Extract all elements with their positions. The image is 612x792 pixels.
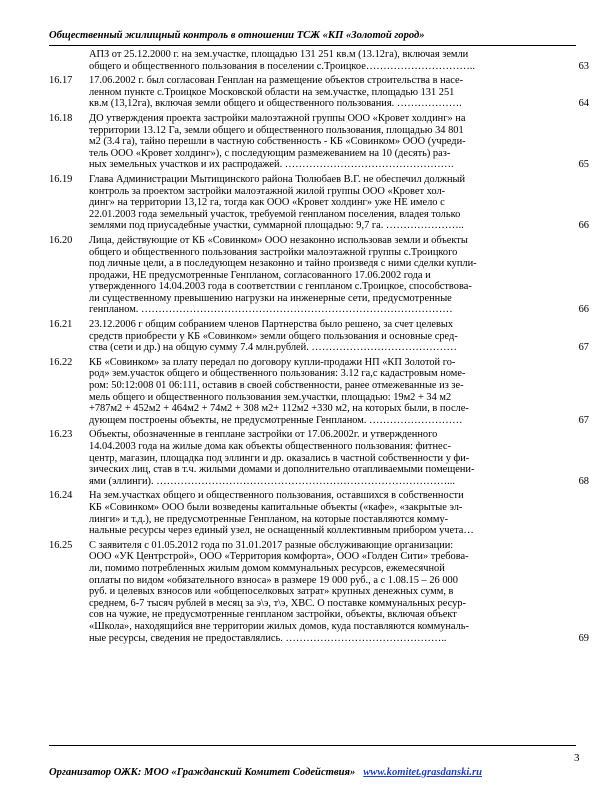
page-number: 3	[574, 752, 580, 764]
toc-entry-number: 16.18	[49, 112, 73, 124]
header-divider	[49, 45, 576, 46]
toc-entry-text: 17.06.2002 г. был согласован Генплан на размещение объектов строительства в насе- ленном пункте с.Троицкое Московской области на зем.участке, площадью 131 251 кв.м (13,12га), включая земли общего и общественного пользования. ……………….	[89, 75, 464, 110]
footer-divider	[49, 745, 576, 746]
table-of-contents	[49, 49, 589, 647]
toc-entry-text: Лица, действующие от КБ «Совинком» ООО незаконно использовав земли и объекты общего и общественного пользования застройки малоэтажной группы с.Троицкого под личные цели, а в последующем незаконно и тайно произведя с ними сделки купли- продажи, НЕ предусмотренные Генпланом, согласованного 17.06.2002 года и утвержденного 14.04.2003 года в соответствии с генпланом с.Троицкое, способствова- ли существенному превышению нагрузки на инженерные сети, предусмотренные генпланом. ………………………………………………………………………………	[89, 234, 477, 316]
toc-entry	[49, 319, 589, 354]
footer-organizer: Организатор ОЖК: МОО «Гражданский Комитет Содействия»	[49, 767, 356, 778]
document-header-title: Общественный жилищный контроль в отношении ТСЖ «КП «Золотой город»	[49, 30, 425, 41]
toc-entry-page: 69	[578, 632, 589, 644]
toc-entry-page: 66	[578, 304, 589, 316]
toc-entry-number: 16.24	[49, 490, 73, 502]
toc-entry	[49, 540, 589, 644]
toc-entry-number: 16.20	[49, 234, 73, 246]
footer-website-link[interactable]: www.komitet.grasdanski.ru	[363, 767, 483, 778]
toc-entry-text: С заявителя с 01.05.2012 года по 31.01.2017 разные обслуживающие организации: ООО «УК Центрстрой», ООО «Территория комфорта», ООО «Голден Сити» требова- ли, помимо потребленных жилым домом коммунальных ресурсов, ежемесячной оплаты по видом «обязательного взноса» в размере 19 000 руб., а с 1.08.15 – 26 000 руб. и целевых взносов или «общепоселковых затрат» крупных денежных сумм, в среднем, 6-7 тысяч рублей в месяц за э\э, т\э, ХВС. О поставке коммунальных ресур- сов на чужие, не предусмотренные генпланом застройки, объекты, включая объект «Школа», находящийся вне территории жилых домов, куда поставляются коммуналь- ные ресурсы, сведения не предоставлялись. ………………………………………..	[89, 539, 470, 644]
toc-entry-page: 67	[578, 414, 589, 426]
toc-entry	[49, 235, 589, 316]
toc-entry-text: КБ «Совинком» за плату передал по договору купли-продажи НП «КП Золотой го- род» зем.участок общего и общественного пользования: 3.12 га,с кадастровым номе- ром: 50:12:008 01 06:111, оставив в своей собственности, ранее отмежеванные из зе- мель общего и общественного пользования зем.участки, площадью: 19м2 + 34 м2 +787м2 + 452м2 + 464м2 + 74м2 + 308 м2+ 112м2 +330 м2, на которых были, в после- дующем построены объекты, не предусмотренные Генпланом. ………………………	[89, 356, 469, 426]
toc-entry	[49, 429, 589, 487]
toc-entry-text: На зем.участках общего и общественного пользования, оставшихся в собственности КБ «Совинком» ООО были возведены капитальные объекты («кафе», «закрытые эл- линги» и т.д.), не предусмотренные Генпланом, на которые поставляются комму- нальные ресурсы через единый узел, не оснащенный коллективным прибором учета…	[89, 490, 474, 537]
toc-entry	[49, 357, 589, 427]
toc-entry	[49, 49, 589, 72]
toc-entry-number: 16.17	[49, 75, 73, 87]
toc-entry-text: Объекты, обозначенные в генплане застройки от 17.06.2002г. и утвержденного 14.04.2003 года на жилые дома как объекты общественного пользования: фитнес- центр, магазин, площадка под эллинги и др. оказались в частной собственности у фи- зических лиц, став в т.ч. жилыми домами и дополнительно отапливаемыми помещени- ями (эллинги). …………………………………………………………………………...	[89, 429, 475, 487]
toc-entry-page: 66	[578, 220, 589, 232]
toc-entry-page: 67	[578, 342, 589, 354]
toc-entry-text: 23.12.2006 г общим собранием членов Партнерства было решено, за счет целевых средств приобрести у КБ «Совинком» земли общего пользования и основные сред- ства (сети и др.) на общую сумму 7.4 млн.рублей. ……………………………………	[89, 319, 458, 354]
toc-entry	[49, 113, 589, 171]
toc-entry	[49, 490, 589, 536]
toc-entry	[49, 75, 589, 110]
toc-entry-number: 16.23	[49, 429, 73, 441]
toc-entry-number: 16.21	[49, 319, 73, 331]
toc-entry-page: 64	[578, 98, 589, 110]
toc-entry-number: 16.25	[49, 539, 73, 551]
toc-entry	[49, 174, 589, 232]
toc-entry-text: АПЗ от 25.12.2000 г. на зем.участке, площадью 131 251 кв.м (13.12га), включая земли общего и общественного пользования в поселении с.Троицкое…………………………..	[89, 49, 475, 72]
toc-entry-text: Глава Администрации Мытищинского района Тюлюбаев В.Г. не обеспечил должный контроль за проектом застройки малоэтажной жилой группы ООО «Кровет хол- динг» на территории 13,12 га, тогда как ООО «Кровет холдинг» уже НЕ имело с 22.01.2003 года земельный участок, требуемой генпланом поселения, владея только землями под приусадебные участки, суммарной площадью: 9,7 га. …………………..	[89, 173, 466, 232]
footer	[49, 767, 482, 778]
toc-entry-page: 63	[578, 60, 589, 72]
toc-entry-page: 68	[578, 475, 589, 487]
toc-entry-text: ДО утверждения проекта застройки малоэтажной группы ООО «Кровет холдинг» на территории 13.12 Га, земли общего и общественного пользования, площадью 34 801 м2 (3.4 га), тайно перешли в частную собственность - КБ «Совинком» ООО (учреди- тель ООО «Кровет холдинг»), с последующим размежеванием на 10 (десять) раз- ных земельных участков и их распродажей. ………………………………………….	[89, 112, 466, 171]
toc-entry-number: 16.22	[49, 356, 73, 368]
toc-entry-page: 65	[578, 159, 589, 171]
toc-entry-number: 16.19	[49, 173, 73, 185]
